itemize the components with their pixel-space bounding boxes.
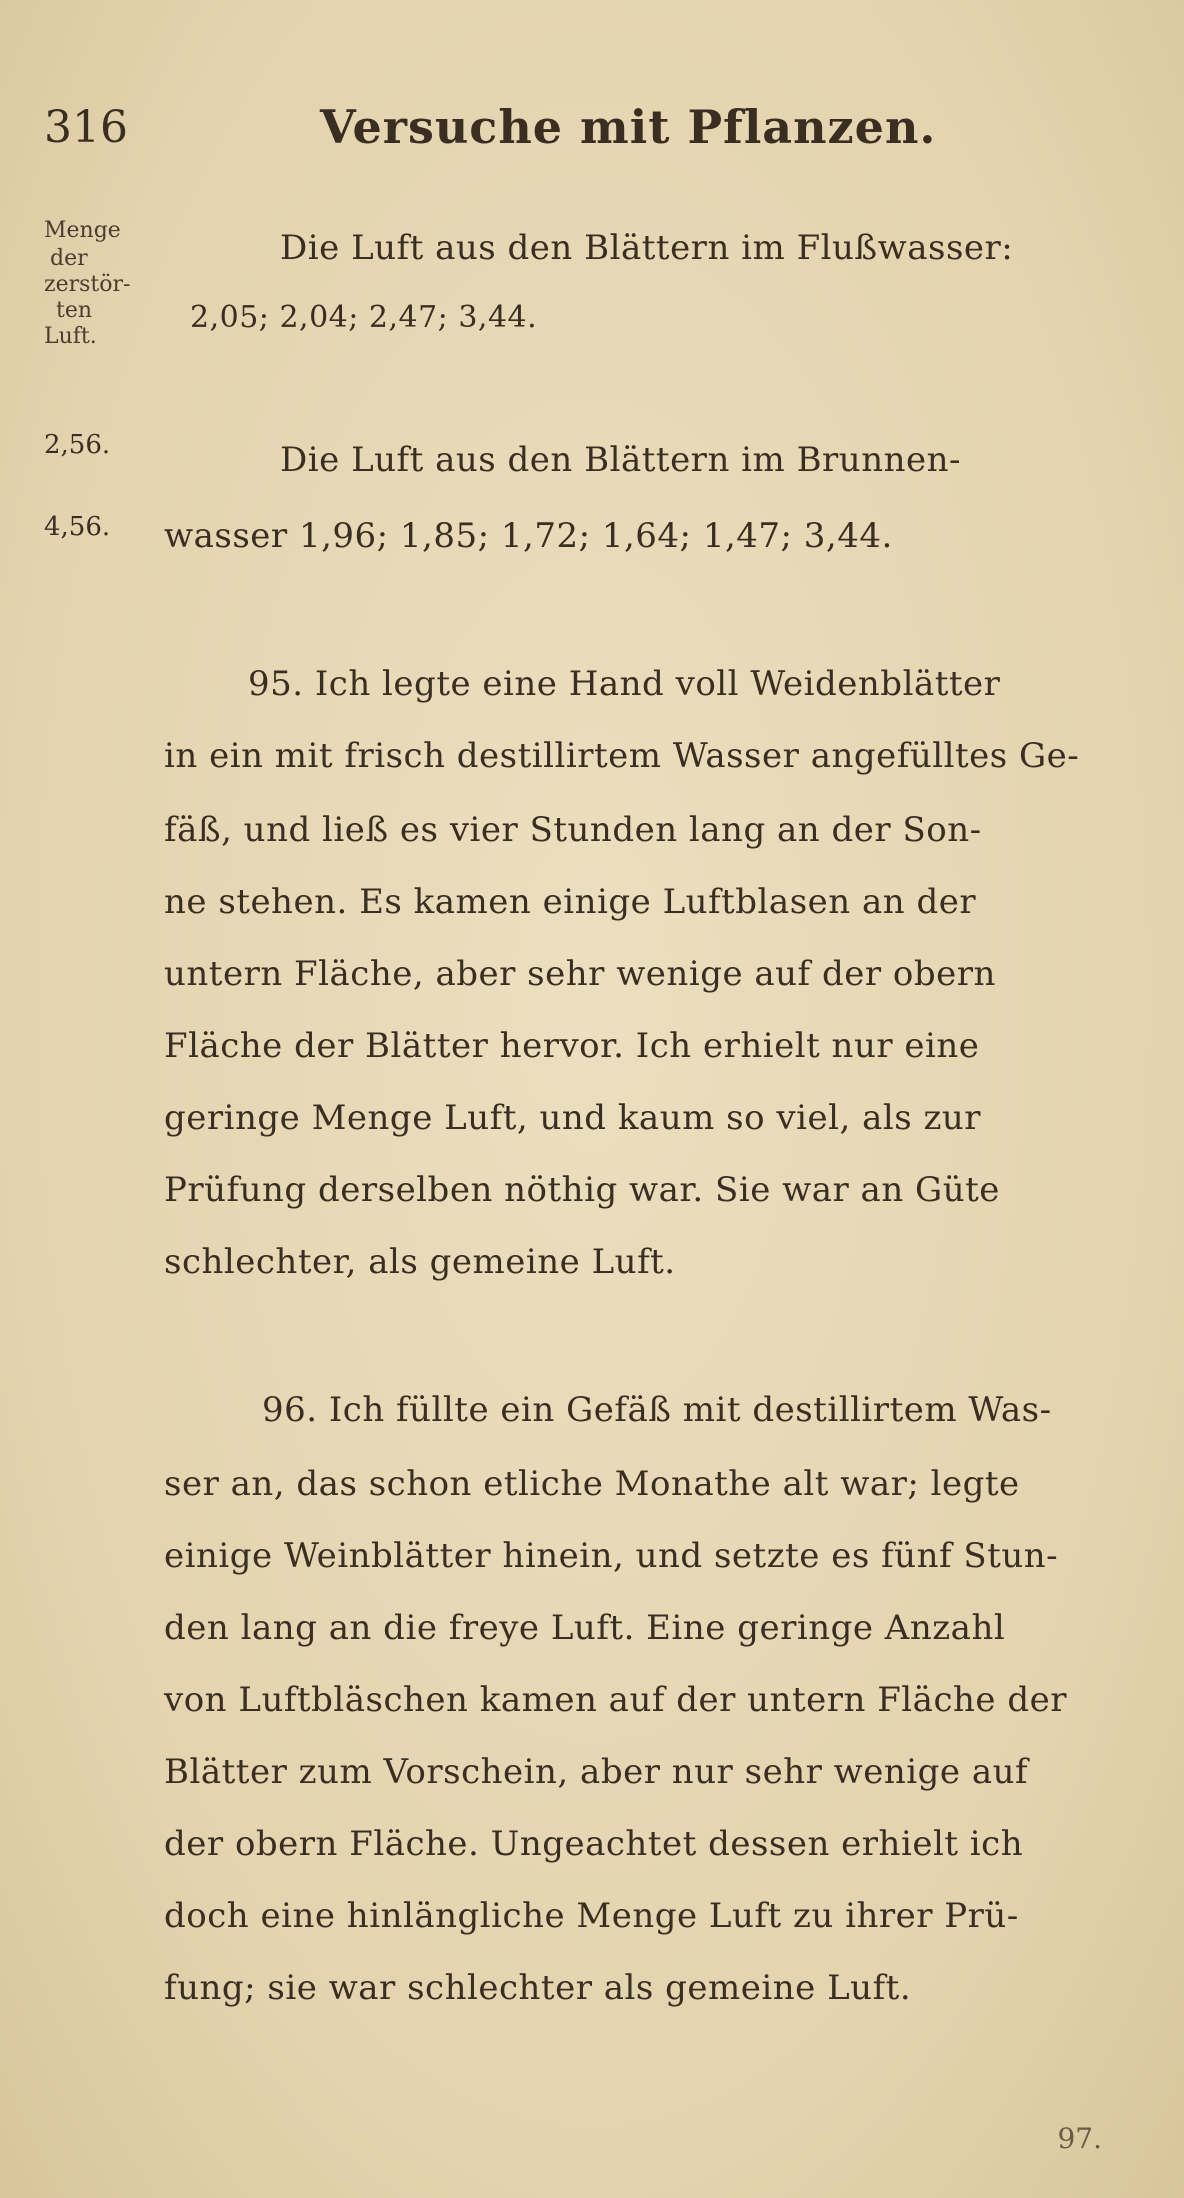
para96-line: 96. Ich füllte ein Gefäß mit destillirtem Was- bbox=[262, 1390, 1052, 1430]
margin-note-zerstoer: zerstör- bbox=[44, 272, 131, 297]
para96-line: ser an, das schon etliche Monathe alt war; legte bbox=[164, 1464, 1020, 1504]
text-line: Die Luft aus den Blättern im Brunnen- bbox=[280, 440, 962, 480]
para96-line: fung; sie war schlechter als gemeine Luft. bbox=[164, 1968, 912, 2008]
signature-mark: 97. bbox=[1057, 2122, 1102, 2155]
para95-line: ne stehen. Es kamen einige Luftblasen an der bbox=[164, 882, 977, 922]
margin-note-der: der bbox=[50, 246, 88, 271]
running-title: Versuche mit Pflanzen. bbox=[320, 100, 937, 154]
para96-line: doch eine hinlängliche Menge Luft zu ihrer Prü- bbox=[164, 1896, 1019, 1936]
para96-line: von Luftbläschen kamen auf der untern Fläche der bbox=[164, 1680, 1067, 1720]
margin-note-luft: Luft. bbox=[44, 324, 97, 349]
page-number: 316 bbox=[44, 102, 128, 153]
para95-line: Fläche der Blätter hervor. Ich erhielt nur eine bbox=[164, 1026, 980, 1066]
margin-note-menge: Menge bbox=[44, 218, 121, 243]
para95-line: 95. Ich legte eine Hand voll Weidenblätter bbox=[248, 664, 1001, 704]
para95-line: in ein mit frisch destillirtem Wasser angefülltes Ge- bbox=[164, 736, 1080, 776]
text-line: wasser 1,96; 1,85; 1,72; 1,64; 1,47; 3,44. bbox=[164, 516, 893, 556]
para95-line: schlechter, als gemeine Luft. bbox=[164, 1242, 676, 1282]
margin-note-ten: ten bbox=[56, 298, 93, 323]
para96-line: Blätter zum Vorschein, aber nur sehr wenige auf bbox=[164, 1752, 1029, 1792]
text-line: Die Luft aus den Blättern im Flußwasser: bbox=[280, 228, 1014, 268]
margin-value-1: 2,56. bbox=[44, 430, 111, 460]
para96-line: der obern Fläche. Ungeachtet dessen erhielt ich bbox=[164, 1824, 1024, 1864]
para96-line: den lang an die freye Luft. Eine geringe Anzahl bbox=[164, 1608, 1006, 1648]
para96-line: einige Weinblätter hinein, und setzte es fünf Stun- bbox=[164, 1536, 1059, 1576]
text-line: 2,05; 2,04; 2,47; 3,44. bbox=[190, 300, 538, 335]
para95-line: fäß, und ließ es vier Stunden lang an der Son- bbox=[164, 810, 982, 850]
para95-line: geringe Menge Luft, und kaum so viel, als zur bbox=[164, 1098, 982, 1138]
margin-value-2: 4,56. bbox=[44, 512, 111, 542]
para95-line: Prüfung derselben nöthig war. Sie war an Güte bbox=[164, 1170, 1000, 1210]
para95-line: untern Fläche, aber sehr wenige auf der obern bbox=[164, 954, 996, 994]
